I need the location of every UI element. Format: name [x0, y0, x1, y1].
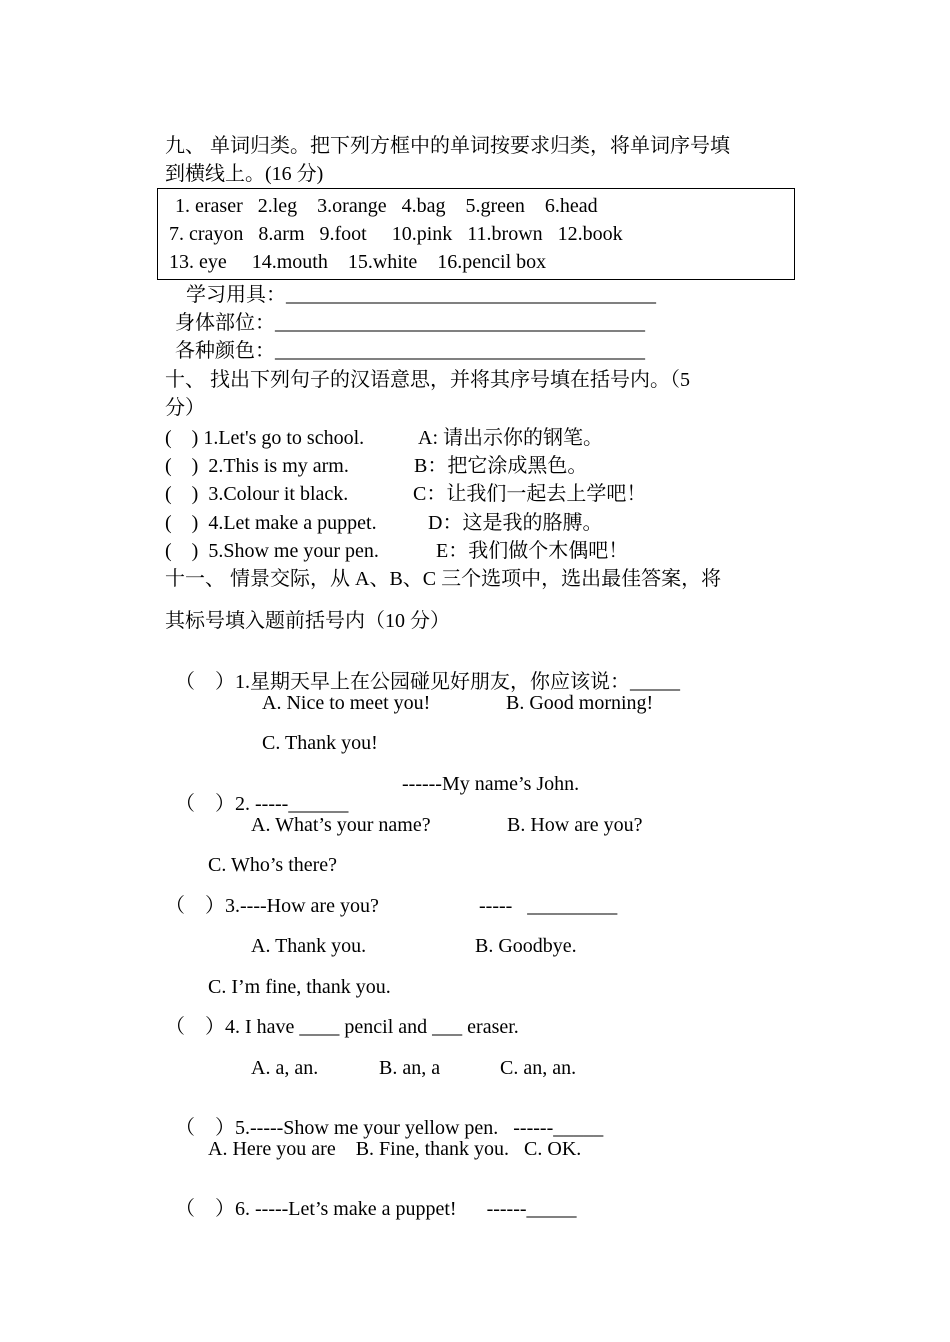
- match-question-2: ( ) 2.This is my arm.: [165, 455, 349, 477]
- question-text: （ ）1.星期天早上在公园碰见好朋友，你应该说：: [175, 671, 630, 693]
- section10-title-line2: 分）: [165, 397, 205, 419]
- q2-option-b: B. How are you?: [507, 814, 643, 836]
- match-question-4: ( ) 4.Let make a puppet.: [165, 512, 377, 534]
- question-6: [165, 1179, 577, 1219]
- word-box-row-3: 13. eye 14.mouth 15.white 16.pencil box: [169, 251, 547, 273]
- match-question-5: ( ) 5.Show me your pen.: [165, 540, 379, 562]
- match-question-3: ( ) 3.Colour it black.: [165, 483, 349, 505]
- word-box-row-2: 7. crayon 8.arm 9.foot 10.pink 11.brown 12.book: [169, 223, 623, 245]
- section9-title-line1: 九、 单词归类。把下列方框中的单词按要求归类，将单词序号填: [165, 135, 730, 157]
- section11-title-line1: 十一、 情景交际，从 A、B、C 三个选项中，选出最佳答案，将: [165, 568, 722, 590]
- question-text: （ ）2. -----: [175, 793, 289, 815]
- answer-blank[interactable]: ______: [288, 793, 349, 815]
- question-1: [165, 652, 680, 692]
- category-label: 身体部位：: [175, 312, 275, 334]
- category-blank[interactable]: _____________________________________: [286, 284, 656, 306]
- q2-option-c: C. Who’s there?: [208, 854, 338, 876]
- section11-title-line2: 其标号填入题前括号内（10 分）: [165, 610, 450, 632]
- q4-option-c: C. an, an.: [500, 1057, 577, 1079]
- word-box-row-1: 1. eraser 2.leg 3.orange 4.bag 5.green 6.head: [175, 195, 598, 217]
- q5-options: A. Here you are B. Fine, thank you. C. OK.: [208, 1138, 582, 1160]
- category-stationery: [186, 285, 656, 305]
- q1-option-b: B. Good morning!: [506, 692, 654, 714]
- category-label: 各种颜色：: [175, 340, 275, 362]
- q3-option-b: B. Goodbye.: [475, 935, 577, 957]
- q1-option-c: C. Thank you!: [262, 732, 378, 754]
- q1-option-a: A. Nice to meet you!: [262, 692, 431, 714]
- question-4: （ ）4. I have ____ pencil and ___ eraser.: [165, 1016, 519, 1038]
- question-5: [165, 1098, 603, 1138]
- q4-option-a: A. a, an.: [251, 1057, 319, 1079]
- q2-option-a: A. What’s your name?: [251, 814, 431, 836]
- question-2: [165, 774, 348, 814]
- question-text: （ ）6. -----Let’s make a puppet! ------: [175, 1198, 527, 1220]
- answer-blank[interactable]: _____: [526, 1198, 577, 1220]
- match-answer-c: C：让我们一起去上学吧！: [413, 483, 647, 505]
- q4-option-b: B. an, a: [379, 1057, 441, 1079]
- match-answer-e: E：我们做个木偶吧！: [436, 540, 629, 562]
- q2-reply: ------My name’s John.: [402, 773, 580, 795]
- answer-blank[interactable]: _____: [630, 671, 680, 693]
- section10-title-line1: 十、 找出下列句子的汉语意思，并将其序号填在括号内。（5: [165, 369, 690, 391]
- question-3: （ ）3.----How are you?: [165, 895, 379, 917]
- category-blank[interactable]: _____________________________________: [275, 340, 645, 362]
- match-answer-a: A: 请出示你的钢笔。: [418, 427, 603, 449]
- q3-reply[interactable]: ----- _________: [479, 895, 618, 917]
- match-question-1: ( ) 1.Let's go to school.: [165, 427, 365, 449]
- category-body-parts: [175, 313, 645, 333]
- category-label: 学习用具：: [186, 284, 286, 306]
- match-answer-d: D：这是我的胳膊。: [428, 512, 603, 534]
- category-blank[interactable]: _____________________________________: [275, 312, 645, 334]
- category-colours: [175, 341, 645, 361]
- question-text: （ ）5.-----Show me your yellow pen. ------: [175, 1117, 554, 1139]
- answer-blank[interactable]: _____: [553, 1117, 604, 1139]
- match-answer-b: B：把它涂成黑色。: [414, 455, 588, 477]
- q3-option-c: C. I’m fine, thank you.: [208, 976, 391, 998]
- q3-option-a: A. Thank you.: [251, 935, 367, 957]
- section9-title-line2: 到横线上。(16 分): [165, 163, 324, 185]
